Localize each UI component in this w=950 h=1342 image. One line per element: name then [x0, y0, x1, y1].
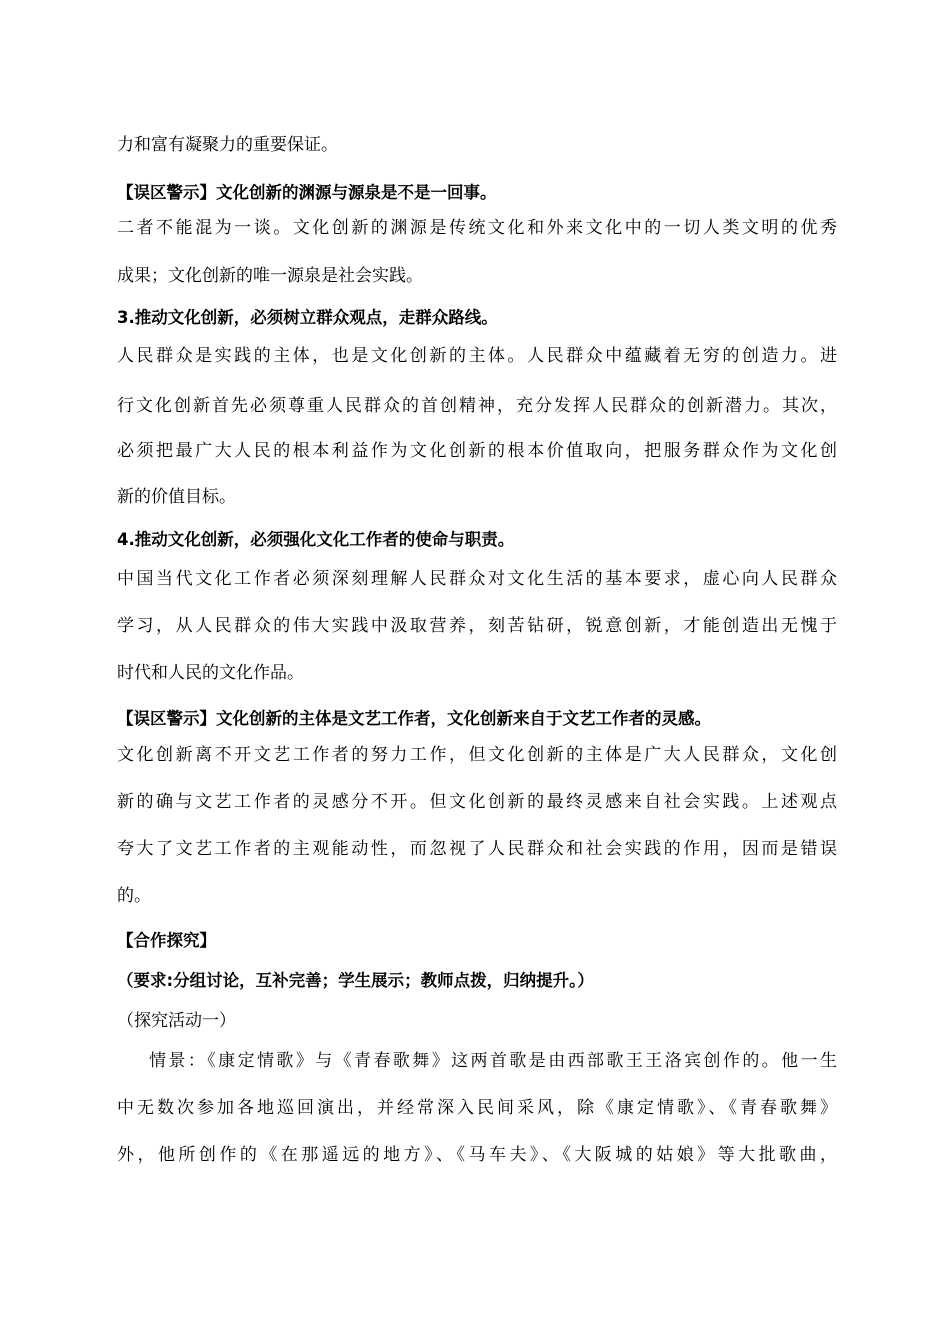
text-line: 必须把最广大人民的根本利益作为文化创新的根本价值取向，把服务群众作为文化创 [117, 441, 837, 461]
text-line: 人民群众是实践的主体，也是文化创新的主体。人民群众中蕴藏着无穷的创造力。进 [117, 346, 837, 366]
text-line: 成果；文化创新的唯一源泉是社会实践。 [117, 266, 423, 286]
text-line: 夸大了文艺工作者的主观能动性，而忽视了人民群众和社会实践的作用，因而是错误 [117, 839, 837, 859]
warning-heading: 【误区警示】文化创新的渊源与源泉是不是一回事。 [117, 183, 497, 202]
text-line: 学习，从人民群众的伟大实践中汲取营养，刻苦钻研，锐意创新，才能创造出无愧于 [117, 616, 837, 636]
requirement-note: （要求:分组讨论，互补完善；学生展示；教师点拨，归纳提升。） [117, 971, 594, 990]
text-line: 新的确与文艺工作者的灵感分不开。但文化创新的最终灵感来自社会实践。上述观点 [117, 792, 837, 812]
text-line: 中国当代文化工作者必须深刻理解人民群众对文化生活的基本要求，虚心向人民群众 [117, 569, 837, 589]
text-line: 文化创新离不开文艺工作者的努力工作，但文化创新的主体是广大人民群众，文化创 [117, 745, 837, 765]
text-line: 行文化创新首先必须尊重人民群众的首创精神，充分发挥人民群众的创新潜力。其次， [117, 396, 837, 416]
text-line: 力和富有凝聚力的重要保证。 [117, 135, 338, 155]
text-line: 情景：《康定情歌》与《青春歌舞》这两首歌是由西部歌王王洛宾创作的。他一生 [149, 1051, 837, 1071]
text-line: 中无数次参加各地巡回演出，并经常深入民间采风，除《康定情歌》、《青春歌舞》 [117, 1098, 837, 1118]
text-line: 外，他所创作的《在那遥远的地方》、《马车夫》、《大阪城的姑娘》等大批歌曲， [117, 1145, 837, 1165]
section-heading: 3.推动文化创新，必须树立群众观点，走群众路线。 [117, 308, 498, 327]
section-heading: 4.推动文化创新，必须强化文化工作者的使命与职责。 [117, 530, 515, 549]
warning-heading: 【误区警示】文化创新的主体是文艺工作者，文化创新来自于文艺工作者的灵感。 [117, 709, 711, 728]
text-line: 新的价值目标。 [117, 487, 236, 507]
text-line: 的。 [117, 886, 151, 906]
activity-label: （探究活动一） [117, 1011, 236, 1031]
text-line: 时代和人民的文化作品。 [117, 663, 304, 683]
section-heading: 【合作探究】 [117, 931, 216, 950]
text-line: 二者不能混为一谈。文化创新的渊源是传统文化和外来文化中的一切人类文明的优秀 [117, 218, 837, 238]
